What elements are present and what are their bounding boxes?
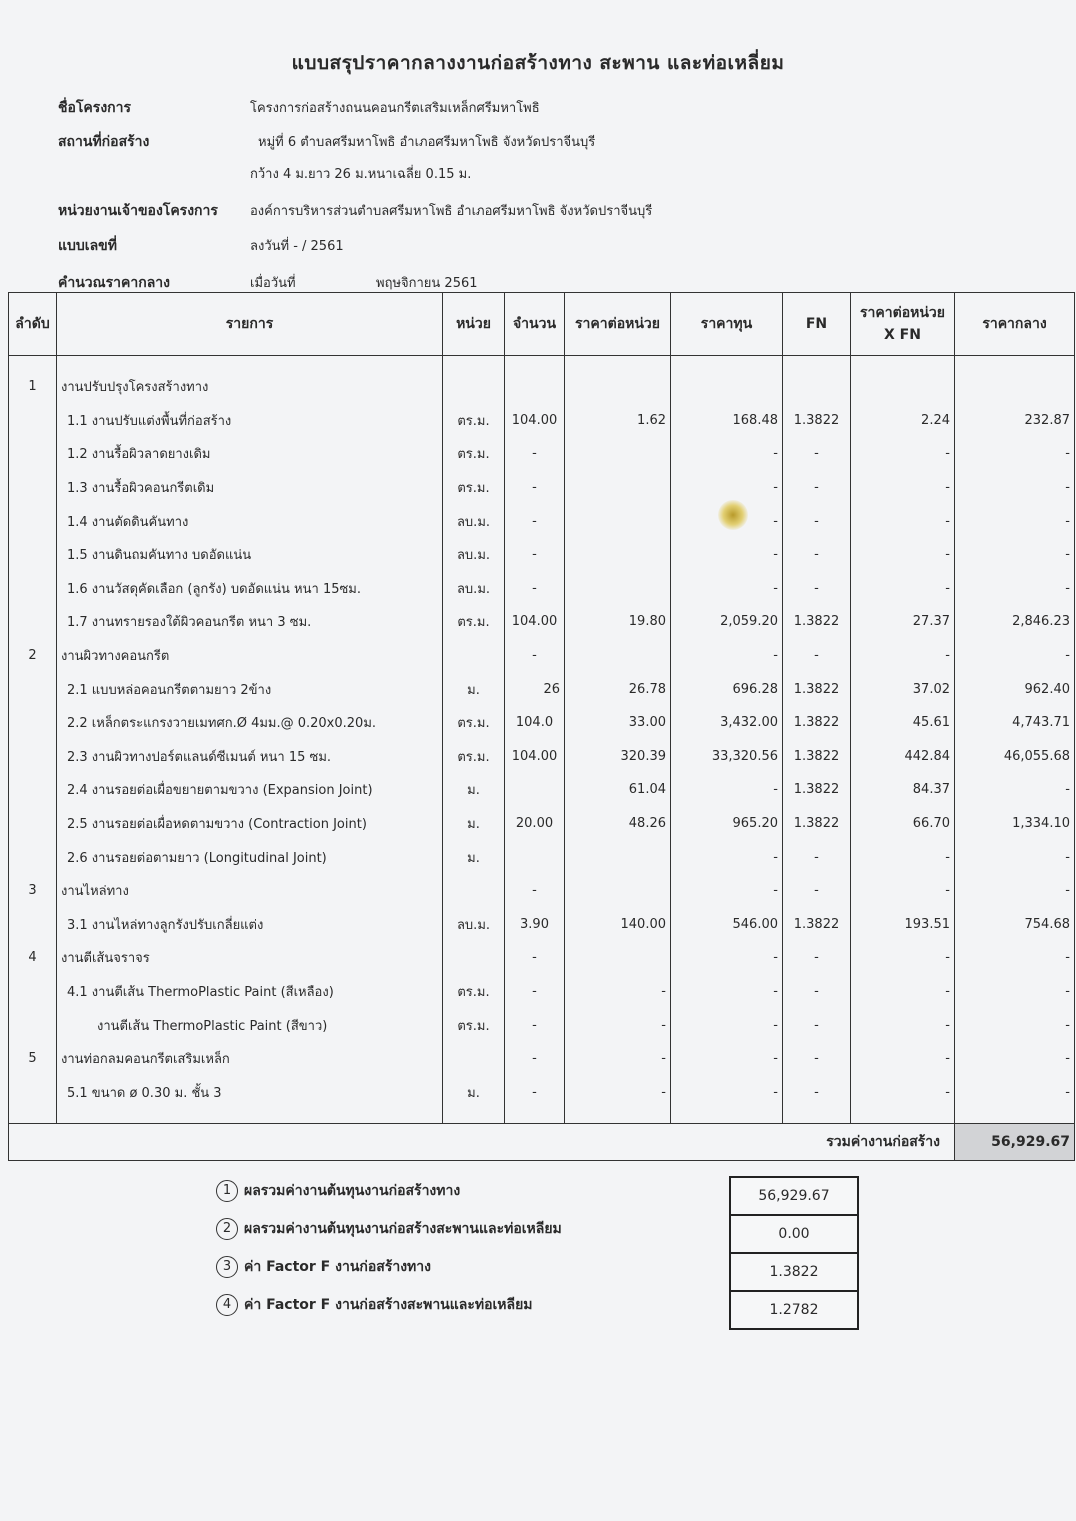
cell-no	[9, 437, 57, 471]
table-row	[9, 437, 1075, 471]
cell-unit-fn: -	[851, 975, 955, 1009]
cell-unit-price: -	[565, 1008, 671, 1042]
cell-no	[9, 740, 57, 774]
cell-no	[9, 504, 57, 538]
cell-qty	[505, 370, 565, 404]
cell-qty: -	[505, 874, 565, 908]
table-row	[9, 807, 1075, 841]
cell-unit-price: 19.80	[565, 605, 671, 639]
header-unit-fn-line1: ราคาต่อหน่วย	[860, 304, 945, 321]
cell-cost: -	[671, 572, 783, 606]
table-row	[9, 840, 1075, 874]
cell-cost: 696.28	[671, 672, 783, 706]
cell-item: 2.2 เหล็กตระแกรงวายเมทศก.Ø 4มม.@ 0.20x0.20ม.	[57, 706, 443, 740]
cell-unit-fn: 45.61	[851, 706, 955, 740]
cell-unit-fn: 2.24	[851, 404, 955, 438]
cell-cost: 965.20	[671, 807, 783, 841]
document-title: แบบสรุปราคากลางงานก่อสร้างทาง สะพาน และท่อเหลี่ยม	[291, 52, 785, 74]
cell-qty: 20.00	[505, 807, 565, 841]
cell-cost: -	[671, 941, 783, 975]
design-label: แบบเลขที่	[58, 238, 117, 254]
cell-unit	[443, 874, 505, 908]
cell-cost: 168.48	[671, 404, 783, 438]
cell-cost: 33,320.56	[671, 740, 783, 774]
cell-unit-fn: -	[851, 639, 955, 673]
header-item: รายการ	[57, 293, 443, 356]
cell-no	[9, 807, 57, 841]
summary-label: ผลรวมค่างานต้นทุนงานก่อสร้างทาง	[244, 1183, 461, 1199]
table-row	[9, 740, 1075, 774]
cell-median: -	[955, 538, 1075, 572]
cell-median	[955, 370, 1075, 404]
cell-cost: -	[671, 874, 783, 908]
cell-item: 1.2 งานรื้อผิวลาดยางเดิม	[57, 437, 443, 471]
cell-item: 5.1 ขนาด ø 0.30 ม. ชั้น 3	[57, 1075, 443, 1109]
cell-unit-fn: -	[851, 538, 955, 572]
cell-fn: -	[783, 975, 851, 1009]
cell-median: -	[955, 773, 1075, 807]
summary-number: 4	[216, 1294, 238, 1316]
table-row	[9, 370, 1075, 404]
owner-value: องค์การบริหารส่วนตำบลศรีมหาโพธิ อำเภอศรีมหาโพธิ จังหวัดปราจีนบุรี	[250, 204, 653, 219]
cell-median: 754.68	[955, 908, 1075, 942]
calc-value-2: พฤษจิกายน 2561	[376, 276, 478, 291]
cell-unit: ม.	[443, 672, 505, 706]
cell-no	[9, 404, 57, 438]
summary-value-box: 1.3822	[729, 1252, 859, 1292]
cell-cost: -	[671, 471, 783, 505]
cell-median: -	[955, 471, 1075, 505]
cell-fn: -	[783, 1075, 851, 1109]
cell-median: 2,846.23	[955, 605, 1075, 639]
table-row	[9, 538, 1075, 572]
cell-fn: -	[783, 504, 851, 538]
summary-number: 1	[216, 1180, 238, 1202]
cell-qty: 104.00	[505, 740, 565, 774]
price-table	[8, 292, 1075, 1161]
cell-unit-fn: 84.37	[851, 773, 955, 807]
cell-fn	[783, 370, 851, 404]
cell-qty: -	[505, 941, 565, 975]
cell-unit-price	[565, 840, 671, 874]
summary-line	[216, 1294, 533, 1316]
cell-qty: -	[505, 1075, 565, 1109]
cell-unit-price: 61.04	[565, 773, 671, 807]
cell-no	[9, 773, 57, 807]
cell-unit	[443, 639, 505, 673]
cell-unit-price: 48.26	[565, 807, 671, 841]
cell-item: 1.4 งานตัดดินคันทาง	[57, 504, 443, 538]
cell-median: -	[955, 504, 1075, 538]
location-value: หมู่ที่ 6 ตำบลศรีมหาโพธิ อำเภอศรีมหาโพธิ จังหวัดปราจีนบุรี	[258, 135, 596, 150]
cell-unit-fn: 66.70	[851, 807, 955, 841]
cell-no	[9, 605, 57, 639]
cell-item: 2.4 งานรอยต่อเผื่อขยายตามขวาง (Expansion Joint)	[57, 773, 443, 807]
cell-item: งานปรับปรุงโครงสร้างทาง	[57, 370, 443, 404]
cell-unit-price	[565, 874, 671, 908]
design-value: ลงวันที่ - / 2561	[250, 239, 344, 254]
cell-unit: ตร.ม.	[443, 706, 505, 740]
cell-unit-price: 140.00	[565, 908, 671, 942]
header-unit: หน่วย	[443, 293, 505, 356]
cell-item: 1.7 งานทรายรองใต้ผิวคอนกรีต หนา 3 ซม.	[57, 605, 443, 639]
cell-unit-fn: -	[851, 437, 955, 471]
table-spacer-row	[9, 356, 1075, 371]
summary-label: ค่า Factor F งานก่อสร้างสะพานและท่อเหลียม	[244, 1297, 533, 1313]
cell-unit: ตร.ม.	[443, 404, 505, 438]
cell-unit-fn: -	[851, 941, 955, 975]
cell-fn: 1.3822	[783, 740, 851, 774]
cell-item: 1.6 งานวัสดุคัดเลือก (ลูกรัง) บดอัดแน่น หนา 15ซม.	[57, 572, 443, 606]
cell-cost: -	[671, 975, 783, 1009]
cell-item: งานตีเส้น ThermoPlastic Paint (สีขาว)	[57, 1008, 443, 1042]
cell-qty: -	[505, 504, 565, 538]
cell-item: 4.1 งานตีเส้น ThermoPlastic Paint (สีเหลือง)	[57, 975, 443, 1009]
cell-fn: 1.3822	[783, 404, 851, 438]
cell-unit: ม.	[443, 773, 505, 807]
cell-unit-fn: -	[851, 572, 955, 606]
cell-cost: -	[671, 1008, 783, 1042]
summary-value-box: 1.2782	[729, 1290, 859, 1330]
cell-unit-fn: -	[851, 840, 955, 874]
cell-unit-price: 320.39	[565, 740, 671, 774]
cell-no: 4	[9, 941, 57, 975]
calc-label: คำนวณราคากลาง	[58, 275, 171, 291]
cell-unit-price: 1.62	[565, 404, 671, 438]
cell-median: -	[955, 840, 1075, 874]
table-row	[9, 471, 1075, 505]
cell-qty: 3.90	[505, 908, 565, 942]
cell-unit: ตร.ม.	[443, 740, 505, 774]
table-header-row	[9, 293, 1075, 356]
cell-unit-fn: -	[851, 1075, 955, 1109]
cell-unit-price	[565, 471, 671, 505]
cell-unit: ลบ.ม.	[443, 908, 505, 942]
cell-no: 5	[9, 1042, 57, 1076]
cell-fn: -	[783, 639, 851, 673]
cell-fn: -	[783, 437, 851, 471]
cell-median: -	[955, 874, 1075, 908]
cell-unit-fn: -	[851, 1042, 955, 1076]
cell-fn: -	[783, 1042, 851, 1076]
summary-line	[216, 1256, 431, 1278]
calc-value-1: เมื่อวันที่	[250, 276, 296, 291]
cell-unit	[443, 1042, 505, 1076]
cell-qty: 104.0	[505, 706, 565, 740]
table-row	[9, 1075, 1075, 1109]
cell-cost: -	[671, 1075, 783, 1109]
cell-no	[9, 1075, 57, 1109]
cell-unit-fn	[851, 370, 955, 404]
table-row	[9, 908, 1075, 942]
cell-qty: -	[505, 975, 565, 1009]
cell-no	[9, 908, 57, 942]
table-row	[9, 773, 1075, 807]
cell-no: 3	[9, 874, 57, 908]
cell-fn: -	[783, 840, 851, 874]
cell-no: 1	[9, 370, 57, 404]
cell-unit: ตร.ม.	[443, 975, 505, 1009]
cell-cost: -	[671, 639, 783, 673]
project-value: โครงการก่อสร้างถนนคอนกรีตเสริมเหล็กศรีมหาโพธิ	[250, 101, 540, 116]
cell-unit: ม.	[443, 807, 505, 841]
cell-unit: ตร.ม.	[443, 471, 505, 505]
cell-cost: 2,059.20	[671, 605, 783, 639]
cell-unit: ลบ.ม.	[443, 572, 505, 606]
cell-unit-price	[565, 538, 671, 572]
cell-unit-price: -	[565, 1075, 671, 1109]
total-value: 56,929.67	[955, 1124, 1075, 1161]
cell-fn: -	[783, 941, 851, 975]
cell-qty: 104.00	[505, 404, 565, 438]
owner-label: หน่วยงานเจ้าของโครงการ	[58, 203, 218, 219]
summary-value-box: 56,929.67	[729, 1176, 859, 1216]
cell-qty: -	[505, 437, 565, 471]
table-row	[9, 1042, 1075, 1076]
cell-unit-price	[565, 572, 671, 606]
cell-unit-price: 33.00	[565, 706, 671, 740]
cell-item: 3.1 งานไหล่ทางลูกรังปรับเกลี่ยแต่ง	[57, 908, 443, 942]
cell-item: งานท่อกลมคอนกรีตเสริมเหล็ก	[57, 1042, 443, 1076]
cell-qty: -	[505, 572, 565, 606]
total-row	[9, 1124, 1075, 1161]
cell-unit-price: -	[565, 975, 671, 1009]
cell-unit-fn: -	[851, 471, 955, 505]
cell-cost: -	[671, 773, 783, 807]
cell-no	[9, 471, 57, 505]
cell-cost: -	[671, 437, 783, 471]
header-no: ลำดับ	[9, 293, 57, 356]
cell-unit-fn: 37.02	[851, 672, 955, 706]
cell-median: 46,055.68	[955, 740, 1075, 774]
cell-median: 232.87	[955, 404, 1075, 438]
cell-item: 2.3 งานผิวทางปอร์ตแลนด์ซีเมนต์ หนา 15 ซม.	[57, 740, 443, 774]
cell-qty: -	[505, 1042, 565, 1076]
cell-median: -	[955, 437, 1075, 471]
cell-fn: -	[783, 572, 851, 606]
cell-item: งานไหล่ทาง	[57, 874, 443, 908]
summary-value-box: 0.00	[729, 1214, 859, 1254]
cell-unit-fn: 193.51	[851, 908, 955, 942]
cell-median: 4,743.71	[955, 706, 1075, 740]
cell-qty	[505, 773, 565, 807]
summary-line	[216, 1218, 562, 1240]
cell-unit-price	[565, 504, 671, 538]
cell-no	[9, 1008, 57, 1042]
cell-item: 2.6 งานรอยต่อตามยาว (Longitudinal Joint)	[57, 840, 443, 874]
cell-unit: ตร.ม.	[443, 605, 505, 639]
summary-label: ค่า Factor F งานก่อสร้างทาง	[244, 1259, 431, 1275]
cell-median: -	[955, 639, 1075, 673]
table-row	[9, 404, 1075, 438]
header-fn: FN	[783, 293, 851, 356]
cell-item: 2.1 แบบหล่อคอนกรีตตามยาว 2ข้าง	[57, 672, 443, 706]
cell-unit: ม.	[443, 840, 505, 874]
cell-cost: 546.00	[671, 908, 783, 942]
cell-fn: 1.3822	[783, 773, 851, 807]
dimension-value: กว้าง 4 ม.ยาว 26 ม.หนาเฉลี่ย 0.15 ม.	[250, 167, 472, 182]
summary-line	[216, 1180, 460, 1202]
cell-median: 962.40	[955, 672, 1075, 706]
header-qty: จำนวน	[505, 293, 565, 356]
cell-qty: 26	[505, 672, 565, 706]
cell-unit-fn: 442.84	[851, 740, 955, 774]
location-label: สถานที่ก่อสร้าง	[58, 134, 150, 150]
cell-qty: -	[505, 538, 565, 572]
cell-cost: 3,432.00	[671, 706, 783, 740]
cell-fn: 1.3822	[783, 807, 851, 841]
table-row	[9, 1008, 1075, 1042]
cell-fn: 1.3822	[783, 908, 851, 942]
cell-median: -	[955, 1008, 1075, 1042]
cell-item: 1.3 งานรื้อผิวคอนกรีตเดิม	[57, 471, 443, 505]
cell-item: งานผิวทางคอนกรีต	[57, 639, 443, 673]
summary-number: 3	[216, 1256, 238, 1278]
cell-qty: -	[505, 1008, 565, 1042]
cell-qty: -	[505, 471, 565, 505]
paper-stain	[718, 500, 748, 530]
cell-qty	[505, 840, 565, 874]
cell-qty: -	[505, 639, 565, 673]
cell-unit-price	[565, 941, 671, 975]
cell-item: 1.5 งานดินถมคันทาง บดอัดแน่น	[57, 538, 443, 572]
cell-cost: -	[671, 1042, 783, 1076]
table-row	[9, 572, 1075, 606]
header-cost: ราคาทุน	[671, 293, 783, 356]
cell-unit-fn: -	[851, 1008, 955, 1042]
cell-median: -	[955, 1042, 1075, 1076]
cell-cost: -	[671, 538, 783, 572]
table-row	[9, 504, 1075, 538]
cell-median: 1,334.10	[955, 807, 1075, 841]
cell-median: -	[955, 1075, 1075, 1109]
cell-unit-price	[565, 370, 671, 404]
cell-unit-price: -	[565, 1042, 671, 1076]
cell-unit: ตร.ม.	[443, 1008, 505, 1042]
cell-unit: ลบ.ม.	[443, 538, 505, 572]
cell-fn: -	[783, 1008, 851, 1042]
table-row	[9, 975, 1075, 1009]
table-body	[9, 356, 1075, 1124]
cell-unit: ม.	[443, 1075, 505, 1109]
cell-item: 1.1 งานปรับแต่งพื้นที่ก่อสร้าง	[57, 404, 443, 438]
cell-item: งานตีเส้นจราจร	[57, 941, 443, 975]
cell-no	[9, 975, 57, 1009]
cell-median: -	[955, 941, 1075, 975]
header-unit-fn	[851, 293, 955, 356]
cell-fn: -	[783, 538, 851, 572]
cell-unit-fn: -	[851, 504, 955, 538]
cell-fn: -	[783, 471, 851, 505]
cell-unit	[443, 370, 505, 404]
cell-unit-fn: -	[851, 874, 955, 908]
cell-unit-price: 26.78	[565, 672, 671, 706]
cell-unit	[443, 941, 505, 975]
cell-median: -	[955, 572, 1075, 606]
cell-fn: 1.3822	[783, 672, 851, 706]
cell-median: -	[955, 975, 1075, 1009]
cell-no: 2	[9, 639, 57, 673]
cell-fn: -	[783, 874, 851, 908]
cell-fn: 1.3822	[783, 706, 851, 740]
table-spacer-row	[9, 1109, 1075, 1124]
table-row	[9, 672, 1075, 706]
summary-label: ผลรวมค่างานต้นทุนงานก่อสร้างสะพานและท่อเหลียม	[244, 1221, 562, 1237]
cell-unit-fn: 27.37	[851, 605, 955, 639]
cell-unit-price	[565, 437, 671, 471]
cell-cost	[671, 370, 783, 404]
project-label: ชื่อโครงการ	[58, 100, 132, 116]
cell-fn: 1.3822	[783, 605, 851, 639]
cell-unit: ลบ.ม.	[443, 504, 505, 538]
total-label: รวมค่างานก่อสร้าง	[57, 1124, 955, 1161]
cell-cost: -	[671, 504, 783, 538]
cell-item: 2.5 งานรอยต่อเผื่อหดตามขวาง (Contraction Joint)	[57, 807, 443, 841]
cell-unit: ตร.ม.	[443, 437, 505, 471]
cell-unit-price	[565, 639, 671, 673]
cell-no	[9, 706, 57, 740]
table-row	[9, 605, 1075, 639]
cell-no	[9, 672, 57, 706]
table-row	[9, 874, 1075, 908]
cell-no	[9, 840, 57, 874]
cell-no	[9, 538, 57, 572]
header-unit-fn-line2: X FN	[884, 327, 921, 343]
summary-number: 2	[216, 1218, 238, 1240]
table-row	[9, 639, 1075, 673]
header-median: ราคากลาง	[955, 293, 1075, 356]
cell-cost: -	[671, 840, 783, 874]
cell-no	[9, 572, 57, 606]
table-row	[9, 941, 1075, 975]
header-unit-price: ราคาต่อหน่วย	[565, 293, 671, 356]
cell-qty: 104.00	[505, 605, 565, 639]
table-row	[9, 706, 1075, 740]
